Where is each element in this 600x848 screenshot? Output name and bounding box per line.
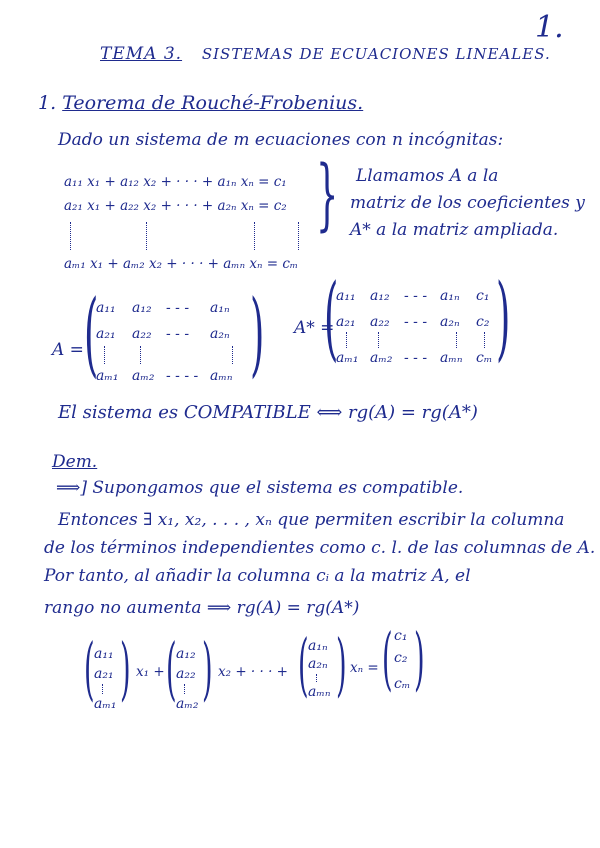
intro-text: Dado un sistema de m ecuaciones con n incógnitas: (58, 130, 504, 150)
matrix-a-label: A = (52, 340, 84, 360)
matrix-astar-cell: - - - (404, 288, 428, 304)
dots-vertical (146, 222, 148, 250)
proof-line-1: Entonces ∃ x₁, x₂, . . . , xₙ que permiten escribir la columna (58, 510, 565, 530)
note-line-2: matriz de los coeficientes y (350, 193, 585, 213)
col1-cell: a₁₁ (94, 646, 114, 662)
matrix-astar-cell: - - - (404, 314, 428, 330)
col3-right-paren: ) (336, 626, 347, 705)
section-number: 1. (38, 92, 57, 114)
dots-vertical (378, 332, 380, 348)
matrix-a-cell: - - - - (166, 368, 199, 384)
matrix-astar-cell: c₁ (476, 288, 490, 304)
dots-vertical (70, 222, 72, 250)
x2-term: x₂ + · · · + (218, 664, 288, 680)
col3-cell: aₘₙ (308, 684, 331, 700)
matrix-astar-cell: a₁₁ (336, 288, 356, 304)
col1-left-paren: ( (84, 630, 95, 709)
col2-left-paren: ( (166, 630, 177, 709)
equation-row-1: a₁₁ x₁ + a₁₂ x₂ + · · · + a₁ₙ xₙ = c₁ (64, 174, 287, 190)
col2-cell: a₁₂ (176, 646, 196, 662)
dots-vertical (484, 332, 486, 348)
equation-row-2: a₂₁ x₁ + a₂₂ x₂ + · · · + a₂ₙ xₙ = c₂ (64, 198, 287, 214)
col4-left-paren: ( (382, 620, 393, 699)
matrix-a-cell: a₂ₙ (210, 326, 230, 342)
matrix-astar-cell: a₂ₙ (440, 314, 460, 330)
matrix-a-left-paren: ( (84, 280, 99, 387)
dots-vertical (104, 346, 106, 364)
matrix-a-cell: - - - (166, 300, 190, 316)
col2-right-paren: ) (202, 630, 213, 709)
col3-cell: a₂ₙ (308, 656, 328, 672)
xn-term: xₙ = (350, 660, 379, 676)
matrix-a-cell: a₁ₙ (210, 300, 230, 316)
col2-cell: aₘ₂ (176, 696, 199, 712)
matrix-a-cell: - - - (166, 326, 190, 342)
matrix-astar-cell: a₁₂ (370, 288, 390, 304)
right-brace: } (316, 150, 339, 240)
dots-vertical (316, 674, 318, 682)
page-title (100, 44, 551, 64)
col1-right-paren: ) (120, 630, 131, 709)
dots-vertical (102, 684, 104, 694)
matrix-astar-cell: a₂₁ (336, 314, 356, 330)
dots-vertical (456, 332, 458, 348)
matrix-astar-cell: c₂ (476, 314, 490, 330)
section-heading (38, 92, 363, 114)
x1-term: x₁ + (136, 664, 165, 680)
matrix-astar-cell: cₘ (476, 350, 493, 366)
matrix-astar-cell: a₂₂ (370, 314, 390, 330)
dots-vertical (298, 222, 300, 250)
matrix-a-cell: a₂₂ (132, 326, 152, 342)
dots-vertical (346, 332, 348, 348)
matrix-a-cell: a₁₂ (132, 300, 152, 316)
page-number: 1. (535, 10, 564, 45)
col4-cell: c₂ (394, 650, 408, 666)
proof-line-3: Por tanto, al añadir la columna cᵢ a la matriz A, el (44, 566, 471, 586)
proof-line-4: rango no aumenta ⟹ rg(A) = rg(A*) (44, 598, 360, 618)
note-line-3: A* a la matriz ampliada. (350, 220, 559, 240)
title-text: SISTEMAS DE ECUACIONES LINEALES. (201, 45, 551, 63)
equation-row-m: aₘ₁ x₁ + aₘ₂ x₂ + · · · + aₘₙ xₙ = cₘ (64, 256, 299, 272)
matrix-astar-left-paren: ( (324, 264, 339, 371)
theorem-statement: El sistema es COMPATIBLE ⟺ rg(A) = rg(A*) (58, 402, 478, 423)
col2-cell: a₂₂ (176, 666, 196, 682)
proof-line-2: de los términos independientes como c. l. de las columnas de A. (44, 538, 596, 558)
matrix-astar-cell: aₘₙ (440, 350, 463, 366)
matrix-a-cell: aₘ₁ (96, 368, 119, 384)
matrix-a-right-paren: ) (250, 280, 265, 387)
col3-cell: a₁ₙ (308, 638, 328, 654)
matrix-astar-cell: aₘ₁ (336, 350, 359, 366)
tema-label: TEMA 3. (100, 44, 183, 64)
matrix-a-cell: aₘₙ (210, 368, 233, 384)
dots-vertical (254, 222, 256, 250)
col4-cell: cₘ (394, 676, 411, 692)
section-title: Teorema de Rouché-Frobenius. (62, 92, 364, 114)
col3-left-paren: ( (298, 626, 309, 705)
matrix-astar-cell: a₁ₙ (440, 288, 460, 304)
proof-step: ⟹] Supongamos que el sistema es compatible. (56, 478, 464, 498)
col4-cell: c₁ (394, 628, 408, 644)
dots-vertical (184, 684, 186, 694)
note-line-1: Llamamos A a la (356, 166, 499, 186)
dots-vertical (140, 346, 142, 364)
matrix-a-cell: aₘ₂ (132, 368, 155, 384)
matrix-astar-label: A* = (294, 318, 335, 338)
col4-right-paren: ) (414, 620, 425, 699)
matrix-a-cell: a₁₁ (96, 300, 116, 316)
proof-label: Dem. (52, 452, 98, 472)
matrix-a-cell: a₂₁ (96, 326, 116, 342)
col1-cell: a₂₁ (94, 666, 114, 682)
dots-vertical (232, 346, 234, 364)
matrix-astar-right-paren: ) (496, 264, 511, 371)
col1-cell: aₘ₁ (94, 696, 117, 712)
matrix-astar-cell: aₘ₂ (370, 350, 393, 366)
matrix-astar-cell: - - - (404, 350, 428, 366)
